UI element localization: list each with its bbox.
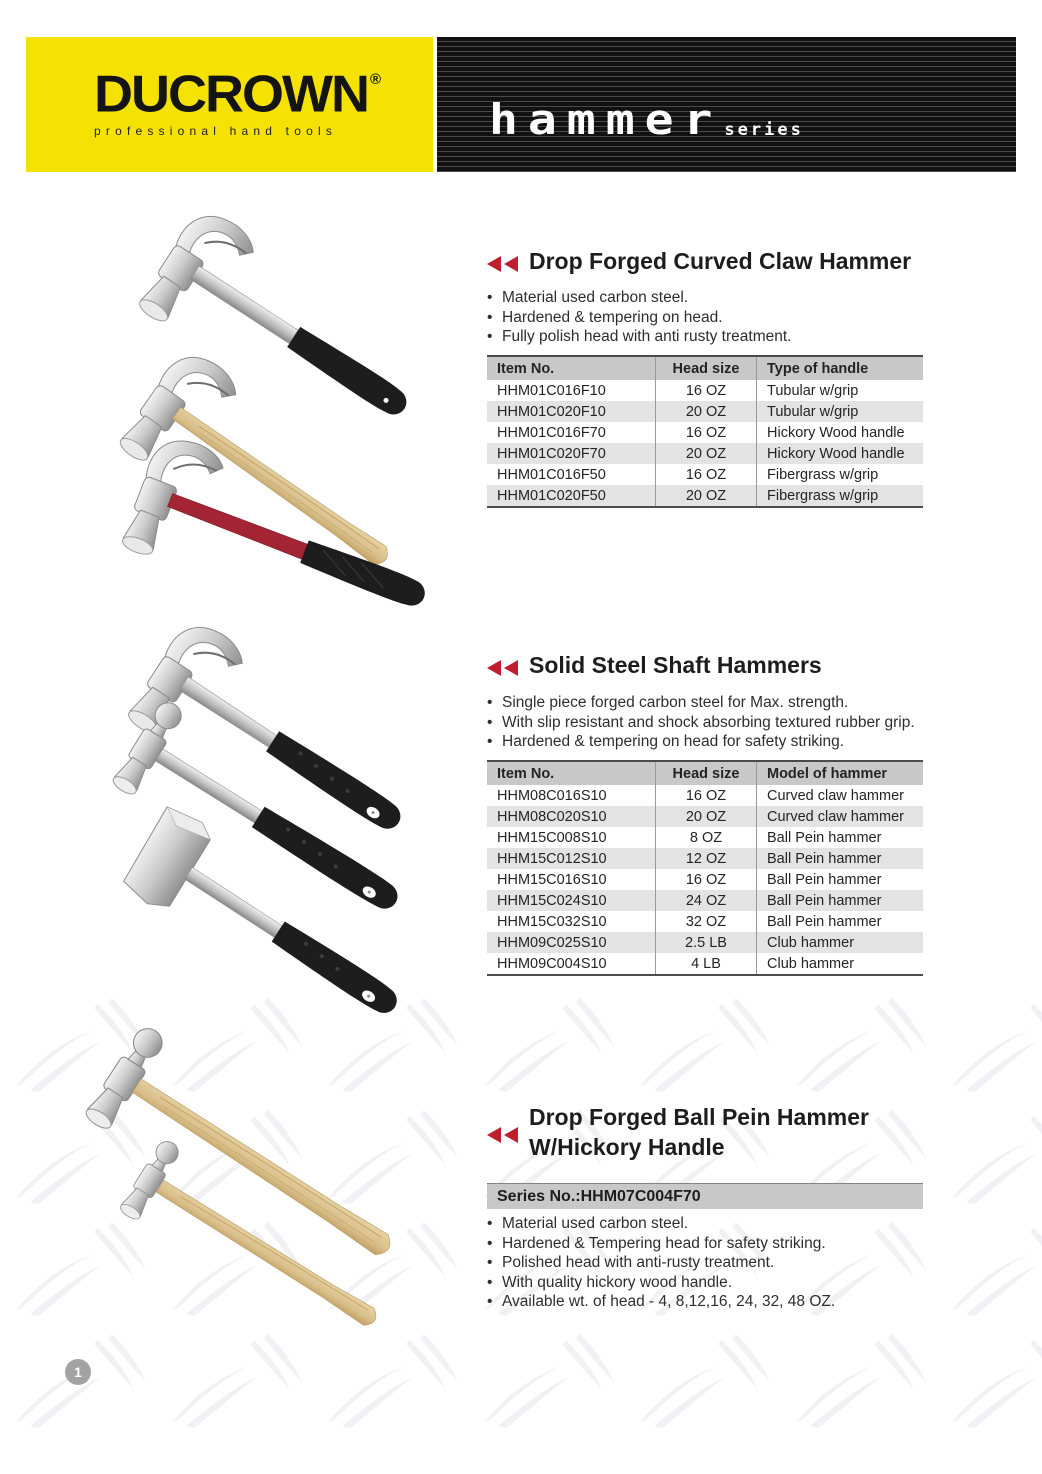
column-header: Head size xyxy=(656,761,757,785)
table-cell: HHM15C024S10 xyxy=(497,892,607,909)
feature-item: • Single piece forged carbon steel for Max. strength. xyxy=(487,693,937,713)
series-banner xyxy=(437,37,1016,172)
title-line-1: Drop Forged Ball Pein Hammer xyxy=(529,1104,869,1130)
table-cell: 32 OZ xyxy=(656,911,757,932)
double-left-arrow-icon xyxy=(487,655,521,680)
table-row xyxy=(487,932,923,953)
table-cell: 16 OZ xyxy=(656,869,757,890)
title-line-2: W/Hickory Handle xyxy=(529,1134,725,1160)
table-cell: Ball Pein hammer xyxy=(757,911,924,932)
section-title-text xyxy=(529,1102,869,1162)
feature-item: • Hardened & tempering on head for safety striking. xyxy=(487,732,937,752)
column-header: Model of hammer xyxy=(757,761,924,785)
table-cell: 16 OZ xyxy=(656,380,757,401)
section-title-text: Solid Steel Shaft Hammers xyxy=(529,652,822,678)
feature-list xyxy=(487,1214,937,1312)
table-cell: Hickory Wood handle xyxy=(757,443,924,464)
section-title-solid-steel xyxy=(487,650,937,680)
product-image-curved-claw-hammers xyxy=(95,195,455,610)
table-cell: 16 OZ xyxy=(656,464,757,485)
table-row xyxy=(487,401,923,422)
table-cell: Hickory Wood handle xyxy=(757,422,924,443)
feature-item: • With slip resistant and shock absorbing textured rubber grip. xyxy=(487,713,937,733)
series-number-bar: Series No.:HHM07C004F70 xyxy=(487,1183,923,1209)
table-row xyxy=(487,806,923,827)
registered-mark: ® xyxy=(369,71,382,88)
table-row xyxy=(487,911,923,932)
table-cell: Club hammer xyxy=(757,932,924,953)
section-title-ball-pein xyxy=(487,1102,937,1162)
feature-list xyxy=(487,693,937,752)
header-row xyxy=(487,356,923,380)
feature-item: • Fully polish head with anti rusty treatment. xyxy=(487,327,937,347)
feature-item: • Available wt. of head - 4, 8,12,16, 24, 32, 48 OZ. xyxy=(487,1292,937,1312)
section-title-curved-claw xyxy=(487,246,937,276)
table-cell: HHM08C016S10 xyxy=(497,787,607,804)
table-cell: HHM09C025S10 xyxy=(497,934,607,951)
table-cell: Curved claw hammer xyxy=(757,806,924,827)
double-left-arrow-icon xyxy=(487,251,521,276)
table-row xyxy=(487,848,923,869)
brand-tagline: professional hand tools xyxy=(94,124,338,138)
product-image-ball-pein-hammers xyxy=(55,1022,455,1352)
table-cell: HHM01C016F70 xyxy=(497,424,606,441)
table-cell: 24 OZ xyxy=(656,890,757,911)
table-cell: HHM01C020F10 xyxy=(497,403,606,420)
table-cell: Fibergrass w/grip xyxy=(757,464,924,485)
section-title-text: Drop Forged Curved Claw Hammer xyxy=(529,248,912,274)
table-row xyxy=(487,869,923,890)
table-cell: HHM01C016F10 xyxy=(497,382,606,399)
feature-item: • Polished head with anti-rusty treatment. xyxy=(487,1253,937,1273)
table-cell: 20 OZ xyxy=(656,485,757,507)
table-cell: HHM15C032S10 xyxy=(497,913,607,930)
series-title: hammer xyxy=(489,95,723,145)
brand-panel xyxy=(26,37,433,172)
spec-table-curved-claw xyxy=(487,355,923,508)
column-header: Item No. xyxy=(487,761,656,785)
feature-item: • Hardened & Tempering head for safety striking. xyxy=(487,1234,937,1254)
table-row xyxy=(487,785,923,806)
table-cell: HHM01C020F50 xyxy=(497,487,606,504)
table-cell: 20 OZ xyxy=(656,443,757,464)
table-cell: Club hammer xyxy=(757,953,924,975)
table-row xyxy=(487,485,923,507)
table-cell: Tubular w/grip xyxy=(757,380,924,401)
double-left-arrow-icon xyxy=(487,1107,521,1162)
table-row xyxy=(487,422,923,443)
table-cell: Curved claw hammer xyxy=(757,785,924,806)
feature-item: • With quality hickory wood handle. xyxy=(487,1273,937,1293)
series-subtitle: series xyxy=(724,120,804,140)
table-row xyxy=(487,464,923,485)
column-header: Type of handle xyxy=(757,356,924,380)
table-cell: Ball Pein hammer xyxy=(757,869,924,890)
table-cell: 12 OZ xyxy=(656,848,757,869)
table-cell: Fibergrass w/grip xyxy=(757,485,924,507)
table-cell: HHM15C008S10 xyxy=(497,829,607,846)
hammer-fiberglass-handle xyxy=(118,430,446,610)
table-cell: 20 OZ xyxy=(656,401,757,422)
table-cell: 16 OZ xyxy=(656,785,757,806)
feature-item: • Hardened & tempering on head. xyxy=(487,308,937,328)
table-cell: HHM15C016S10 xyxy=(497,871,607,888)
feature-item: • Material used carbon steel. xyxy=(487,1214,937,1234)
table-row xyxy=(487,443,923,464)
brand-logo: DUCROWN xyxy=(94,65,368,123)
table-cell: HHM01C016F50 xyxy=(497,466,606,483)
page-number-badge: 1 xyxy=(65,1359,91,1385)
product-image-solid-steel-hammers xyxy=(90,618,455,1020)
table-row xyxy=(487,890,923,911)
ball-pein-hammer-large xyxy=(83,1023,419,1295)
table-cell: HHM15C012S10 xyxy=(497,850,607,867)
table-row xyxy=(487,953,923,975)
header-row xyxy=(487,761,923,785)
feature-list xyxy=(487,288,937,347)
table-cell: HHM08C020S10 xyxy=(497,808,607,825)
table-cell: Ball Pein hammer xyxy=(757,827,924,848)
column-header: Head size xyxy=(656,356,757,380)
table-cell: Ball Pein hammer xyxy=(757,848,924,869)
table-cell: Ball Pein hammer xyxy=(757,890,924,911)
table-cell: 4 LB xyxy=(656,953,757,975)
table-cell: Tubular w/grip xyxy=(757,401,924,422)
table-cell: 16 OZ xyxy=(656,422,757,443)
table-cell: 2.5 LB xyxy=(656,932,757,953)
feature-item: • Material used carbon steel. xyxy=(487,288,937,308)
table-row xyxy=(487,380,923,401)
table-cell: HHM09C004S10 xyxy=(497,955,607,972)
spec-table-solid-steel xyxy=(487,760,923,976)
table-cell: 8 OZ xyxy=(656,827,757,848)
table-cell: HHM01C020F70 xyxy=(497,445,606,462)
table-cell: 20 OZ xyxy=(656,806,757,827)
table-row xyxy=(487,827,923,848)
column-header: Item No. xyxy=(487,356,656,380)
